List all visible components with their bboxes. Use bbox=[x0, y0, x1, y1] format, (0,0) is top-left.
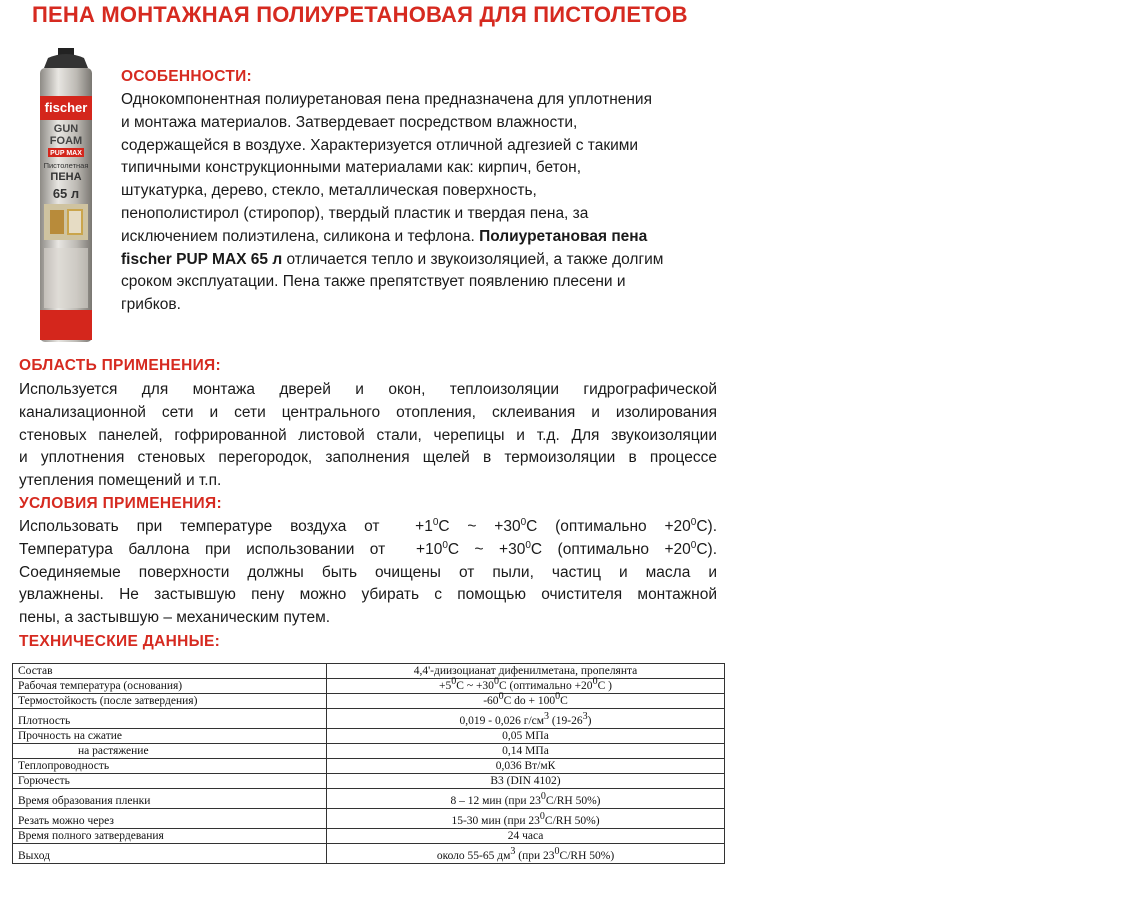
svg-text:65 л: 65 л bbox=[52, 186, 80, 201]
product-name-bold: Полиуретановая пена bbox=[479, 227, 648, 245]
can-brand-text: fischer bbox=[44, 100, 88, 115]
conditions-line-can-temp: Температура баллона при использовании от $+10^0C$ ~ $+30^0C$ (оптимально $+20^0C$). bbox=[19, 539, 718, 558]
table-row bbox=[13, 809, 725, 829]
tech-label: Рабочая температура (основания) bbox=[13, 679, 327, 694]
tech-label: Прочность на сжатие bbox=[13, 729, 327, 744]
tech-label: на растяжение bbox=[13, 744, 327, 759]
features-line: сроком эксплуатации. Пена также препятствует появлению плесени и bbox=[121, 273, 626, 291]
features-line: fischer PUP MAX 65 л отличается тепло и звукоизоляцией, а также долгим bbox=[121, 250, 664, 268]
tech-label: Время образования пленки bbox=[13, 789, 327, 809]
svg-text:ПЕНА: ПЕНА bbox=[50, 171, 82, 183]
features-line: исключением полиэтилена, силикона и тефлона. Полиуретановая пена bbox=[121, 227, 648, 245]
tech-data-table bbox=[12, 663, 725, 864]
tech-value: 4,4'-диизоцианат дифенилметана, пропелянта bbox=[327, 664, 725, 679]
tech-value: 0,036 Вт/мК bbox=[327, 759, 725, 774]
tech-label: Теплопроводность bbox=[13, 759, 327, 774]
table-row bbox=[13, 774, 725, 789]
table-row bbox=[13, 709, 725, 729]
tech-value: $+5^0C$ ~ $+30^0C$ (оптимально $+20^0C$ ) bbox=[327, 679, 725, 694]
tech-label: Время полного затвердевания bbox=[13, 829, 327, 844]
foam-can-image bbox=[30, 48, 102, 344]
conditions-line: увлажнены. Не застывшую пену можно убирать с помощью очистителя монтажной bbox=[19, 586, 717, 604]
features-line: пенополистирол (стиропор), твердый пластик и твердая пена, за bbox=[121, 204, 589, 222]
tech-label: Состав bbox=[13, 664, 327, 679]
features-line: и монтажа материалов. Затвердевает посредством влажности, bbox=[121, 113, 578, 131]
tech-value: 0,05 МПа bbox=[327, 729, 725, 744]
conditions-line: Соединяемые поверхности должны быть очищены от пыли, частиц и масла и bbox=[19, 563, 717, 581]
conditions-heading: УСЛОВИЯ ПРИМЕНЕНИЯ: bbox=[19, 495, 222, 512]
tech-value: 0,019 - 0,026 $г/см^3$ $(19-26^3)$ bbox=[327, 709, 725, 729]
product-name-bold: fischer PUP MAX 65 л bbox=[121, 250, 283, 268]
tech-value: $-60^0C$ do + $100^0C$ bbox=[327, 694, 725, 709]
table-row bbox=[13, 759, 725, 774]
page-title: ПЕНА МОНТАЖНАЯ ПОЛИУРЕТАНОВАЯ ДЛЯ ПИСТОЛЕТОВ bbox=[32, 2, 688, 27]
features-line: штукатурка, дерево, стекло, металлическая поверхность, bbox=[121, 182, 537, 200]
application-line: стеновых панелей, гофрированной листовой стали, черепицы и т.д. Для звукоизоляции bbox=[19, 426, 717, 444]
table-row bbox=[13, 694, 725, 709]
features-heading: ОСОБЕННОСТИ: bbox=[121, 68, 253, 85]
tech-label: Термостойкость (после затвердения) bbox=[13, 694, 327, 709]
table-row bbox=[13, 679, 725, 694]
svg-text:GUN: GUN bbox=[53, 123, 79, 135]
svg-text:FOAM: FOAM bbox=[49, 135, 83, 147]
application-line: утепления помещений и т.п. bbox=[19, 472, 222, 490]
features-line: содержащейся в воздухе. Характеризуется отличной адгезией с такими bbox=[121, 136, 639, 154]
application-line: Используется для монтажа дверей и окон, теплоизоляции гидрографической bbox=[19, 381, 717, 398]
table-row bbox=[13, 829, 725, 844]
application-line: канализационной сети и сети центрального отопления, склеивания и изолирования bbox=[19, 403, 717, 421]
features-line: грибков. bbox=[121, 296, 181, 314]
tech-label: Выход bbox=[13, 844, 327, 864]
table-row bbox=[13, 789, 725, 809]
svg-text:Пистолетная: Пистолетная bbox=[43, 161, 89, 170]
features-line: типичными конструкционными материалами как: кирпич, бетон, bbox=[121, 159, 582, 177]
tech-value: 8 – 12 мин (при $23^0C/RH$ 50%) bbox=[327, 789, 725, 809]
tech-label: Горючесть bbox=[13, 774, 327, 789]
application-line: и уплотнения стеновых перегородок, заполнения щелей в термоизоляции в процессе bbox=[19, 449, 717, 467]
svg-text:PUP MAX: PUP MAX bbox=[50, 150, 82, 157]
features-text bbox=[121, 89, 663, 317]
tech-value: около 55-65 $дм^3$ (при $23^0C/RH$ 50%) bbox=[327, 844, 725, 864]
application-text bbox=[19, 379, 717, 493]
tech-label: Резать можно через bbox=[13, 809, 327, 829]
table-row bbox=[13, 664, 725, 679]
tech-value: 0,14 МПа bbox=[327, 744, 725, 759]
conditions-line: пены, а застывшую – механическим путем. bbox=[19, 609, 331, 627]
conditions-text bbox=[19, 516, 717, 630]
application-heading: ОБЛАСТЬ ПРИМЕНЕНИЯ: bbox=[19, 357, 221, 374]
features-line: Однокомпонентная полиуретановая пена предназначена для уплотнения bbox=[121, 91, 652, 108]
conditions-line-air-temp: Использовать при температуре воздуха от $+1^0C$ ~ $+30^0C$ (оптимально $+20^0C$). bbox=[19, 516, 718, 535]
table-row bbox=[13, 844, 725, 864]
table-row bbox=[13, 729, 725, 744]
tech-heading: ТЕХНИЧЕСКИЕ ДАННЫЕ: bbox=[19, 633, 221, 650]
table-row bbox=[13, 744, 725, 759]
tech-value: 15-30 мин (при $23^0C/RH$ 50%) bbox=[327, 809, 725, 829]
tech-value: 24 часа bbox=[327, 829, 725, 844]
tech-label: Плотность bbox=[13, 709, 327, 729]
tech-value: B3 (DIN 4102) bbox=[327, 774, 725, 789]
